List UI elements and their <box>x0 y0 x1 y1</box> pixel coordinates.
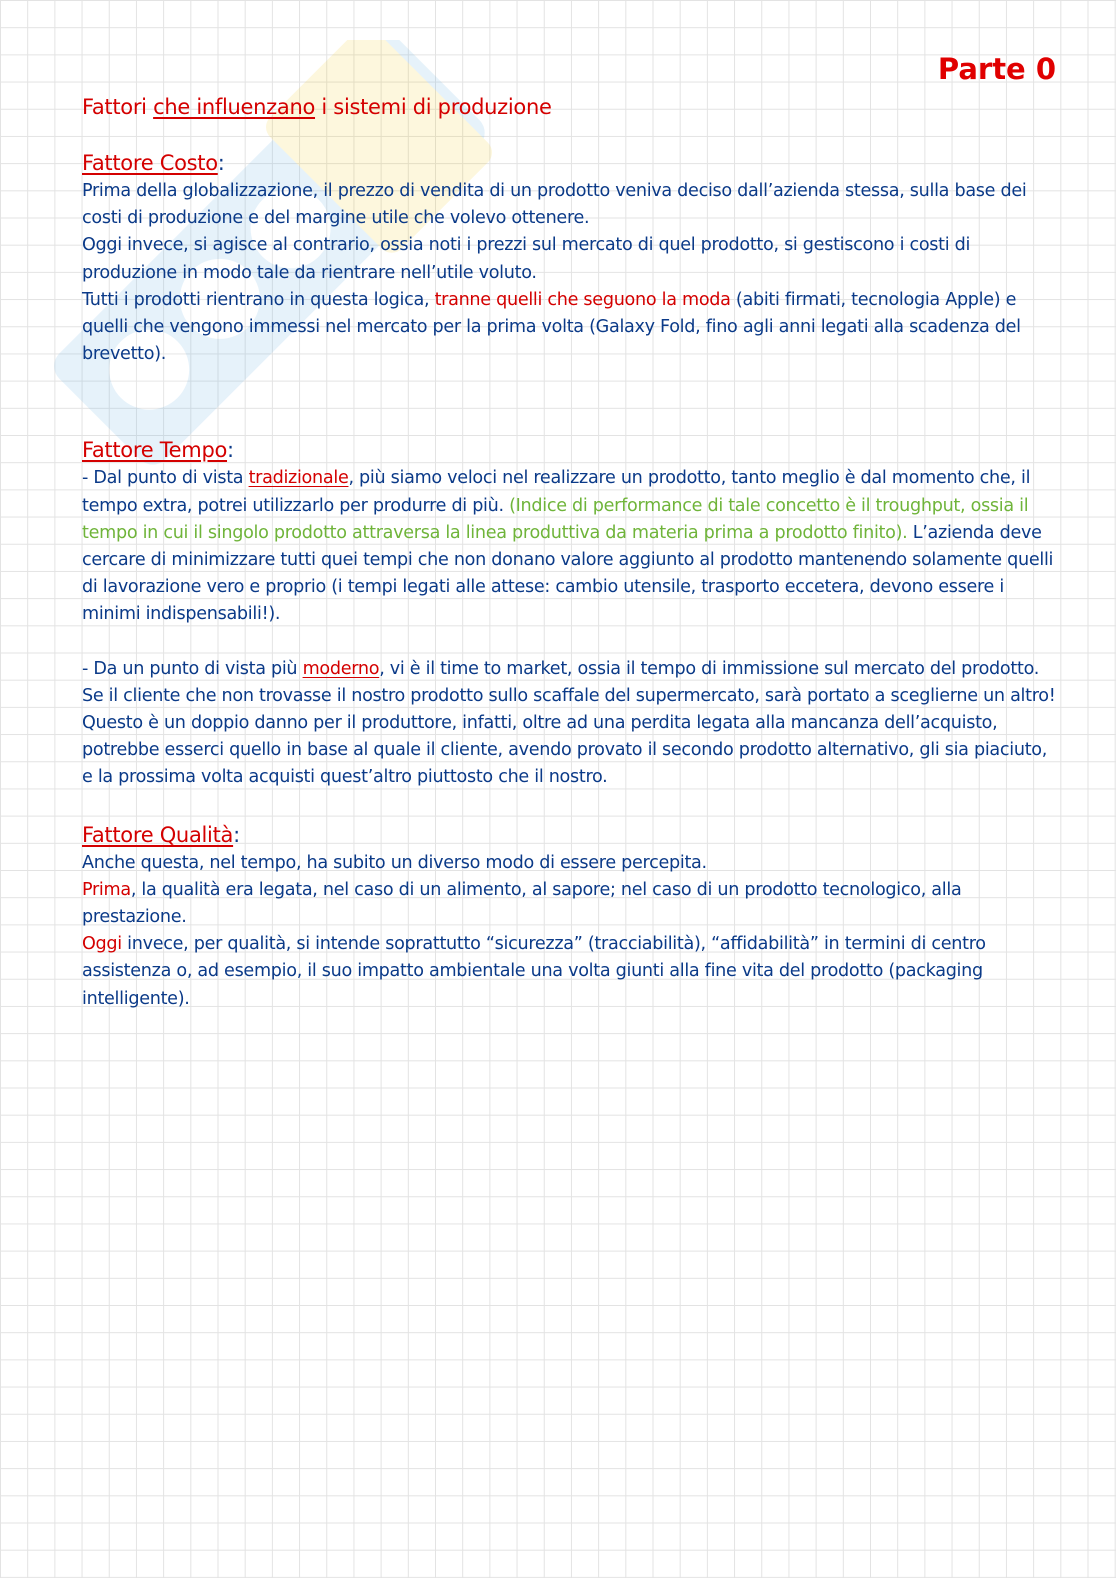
heading-qualita-text: Fattore Qualità <box>82 822 234 847</box>
document-body <box>82 92 1062 1013</box>
tempo-p1a: - Dal punto di vista <box>82 468 249 489</box>
heading-costo-text: Fattore Costo <box>82 151 218 175</box>
qualita-paragraph-2 <box>82 877 1062 931</box>
costo-paragraph-2: Oggi invece, si agisce al contrario, ossia noti i prezzi sul mercato di quel prodotto, si gestiscono i costi di produzione in modo tale da rientrare nell’utile voluto. <box>82 235 971 283</box>
qualita-p3b: invece, per qualità, si intende soprattutto “sicurezza” (tracciabilità), “affidabilità” in termini di centro assistenza o, ad esempio, il suo impatto ambientale una volta giunti alla fine vita del prodotto (packaging intelligente). <box>82 934 986 1009</box>
tempo-p2c: , vi è il time to market, ossia il tempo di immissione sul mercato del prodotto. Se il cliente che non trovasse il nostro prodotto sullo scaffale del supermercato, sarà portato a sceglierne un altro! Questo è un doppio danno per il produttore, infatti, oltre ad una perdita legata alla mancanza dell’acquisto, potrebbe esserci quello in base al quale il cliente, avendo provato il secondo prodotto alternativo, gli sia piaciuto, e la prossima volta acquisti quest’altro piuttosto che il nostro. <box>82 658 1056 788</box>
qualita-p2b: , la qualità era legata, nel caso di un alimento, al sapore; nel caso di un prodotto tecnologico, alla prestazione. <box>82 879 962 928</box>
tempo-p2b-highlight: moderno <box>302 658 380 679</box>
document-subtitle <box>82 92 1062 122</box>
heading-tempo <box>82 435 1062 465</box>
tempo-paragraph-2 <box>82 656 1062 792</box>
tempo-p2a: - Da un punto di vista più <box>82 658 303 679</box>
heading-tempo-colon: : <box>227 438 234 463</box>
page-title: Parte 0 <box>937 52 1056 86</box>
heading-costo <box>82 148 1062 178</box>
qualita-paragraph-1: Anche questa, nel tempo, ha subito un diverso modo di essere percepita. <box>82 852 707 873</box>
tempo-p1b-highlight: tradizionale <box>248 468 349 489</box>
tempo-p1c: , più siamo veloci nel realizzare un prodotto, tanto meglio è dal momento che, il tempo extra, potrei utilizzarlo per produrre di più. <box>82 468 1031 516</box>
costo-paragraph-1: Prima della globalizzazione, il prezzo di vendita di un prodotto veniva deciso dall’azienda stessa, sulla base dei costi di produzione e del margine utile che volevo ottenere. <box>82 181 1027 229</box>
qualita-p2a-highlight: Prima <box>82 879 131 900</box>
subtitle-part2: che influenzano <box>153 95 316 119</box>
tempo-paragraph-1 <box>82 465 1062 628</box>
subtitle-part3: i sistemi di produzione <box>315 95 552 119</box>
costo-p3b-highlight: tranne quelli che seguono la moda <box>434 289 731 310</box>
qualita-p3a-highlight: Oggi <box>82 934 122 955</box>
costo-p3a: Tutti i prodotti rientrano in questa logica, <box>82 289 435 310</box>
heading-tempo-text: Fattore Tempo <box>82 438 228 463</box>
subtitle-part1: Fattori <box>82 95 154 119</box>
tempo-p1d-note: (Indice di performance di tale concetto è il troughput, ossia il tempo in cui il singolo prodotto attraversa la linea produttiva da materia prima a prodotto finito). <box>82 495 1029 543</box>
heading-qualita <box>82 820 1062 850</box>
heading-qualita-colon: : <box>233 822 240 847</box>
costo-p3c: (abiti firmati, tecnologia Apple) e quelli che vengono immessi nel mercato per la prima volta (Galaxy Fold, fino agli anni legati alla scadenza del brevetto). <box>82 289 1021 365</box>
heading-costo-colon: : <box>217 151 225 175</box>
costo-paragraph-3 <box>82 287 1062 369</box>
tempo-p1e: L’azienda deve cercare di minimizzare tutti quei tempi che non donano valore aggiunto al prodotto mantenendo solamente quelli di lavorazione vero e proprio (i tempi legati alle attese: cambio utensile, trasporto eccetera, devono essere i minimi indispensabili!). <box>82 522 1054 625</box>
qualita-paragraph-3 <box>82 931 1062 1013</box>
